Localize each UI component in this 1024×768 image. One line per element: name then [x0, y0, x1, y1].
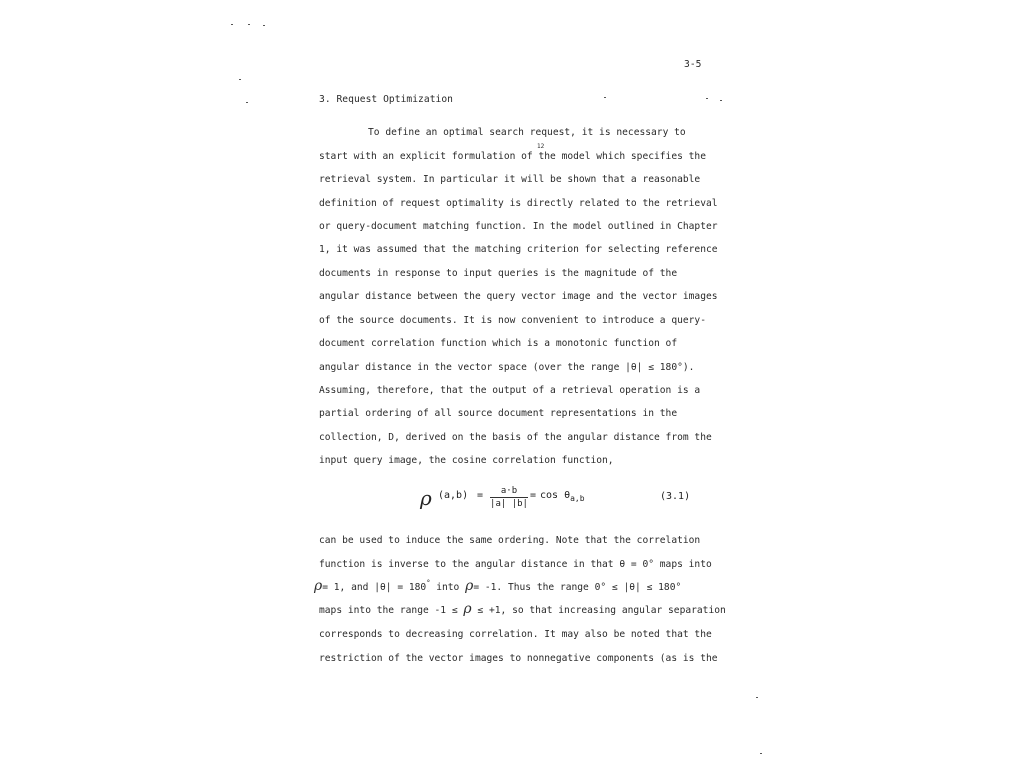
text-run: maps into the range -1 ≤	[319, 605, 464, 616]
text-run: ≤ +1, so that increasing angular separation	[471, 605, 726, 616]
inline-rho: ρ	[314, 578, 323, 594]
paragraph-1-line: documents in response to input queries is the magnitude of the	[319, 268, 678, 279]
paragraph-2-line: restriction of the vector images to nonnegative components (as is the	[319, 653, 718, 664]
paragraph-2-line: corresponds to decreasing correlation. It may also be noted that the	[319, 629, 712, 640]
text-run: = 1, and |θ| = 180	[322, 582, 427, 593]
paragraph-1-line: document correlation function which is a monotonic function of	[319, 338, 678, 349]
footnote-mark: 12	[537, 143, 545, 150]
scan-speck	[756, 697, 758, 698]
formula-args: (a,b)	[438, 490, 469, 501]
inline-rho: ρ	[465, 578, 474, 594]
formula-cos-text: cos θ	[540, 490, 571, 501]
paragraph-1-line: of the source documents. It is now convenient to introduce a query-	[319, 315, 706, 326]
text-run: = -1. Thus the range 0° ≤ |θ| ≤ 180°	[473, 582, 682, 593]
scan-speck	[720, 100, 722, 101]
formula-numerator: a·b	[490, 486, 528, 498]
formula-denominator: |a| |b|	[490, 499, 528, 509]
paragraph-1-line: start with an explicit formulation of the model which specifies the	[319, 151, 706, 162]
scan-speck	[706, 98, 708, 99]
paragraph-1-line: definition of request optimality is directly related to the retrieval	[319, 198, 718, 209]
scan-speck	[263, 25, 265, 26]
equation-number: (3.1)	[660, 491, 691, 502]
paragraph-1-line: 1, it was assumed that the matching criterion for selecting reference	[319, 244, 718, 255]
scan-speck	[246, 102, 248, 103]
paragraph-1-line: input query image, the cosine correlation function,	[319, 455, 614, 466]
scan-speck	[248, 24, 250, 25]
paragraph-1-line: Assuming, therefore, that the output of a retrieval operation is a	[319, 385, 701, 396]
paragraph-1-line: collection, D, derived on the basis of the angular distance from the	[319, 432, 712, 443]
inline-rho: ρ	[463, 601, 472, 617]
paragraph-1-line: or query-document matching function. In the model outlined in Chapter	[319, 221, 718, 232]
paragraph-1-line: retrieval system. In particular it will be shown that a reasonable	[319, 174, 701, 185]
formula-equals: =	[477, 490, 484, 501]
paragraph-1-line: partial ordering of all source document representations in the	[319, 408, 678, 419]
formula-rho: ρ	[420, 486, 432, 510]
scan-speck	[604, 97, 606, 98]
paragraph-2-line: function is inverse to the angular distance in that θ = 0° maps into	[319, 559, 712, 570]
formula-cosine	[540, 490, 585, 501]
paragraph-1-line: angular distance in the vector space (over the range |θ| ≤ 180°).	[319, 362, 695, 373]
paragraph-2-line-mixed	[319, 601, 726, 617]
section-heading: 3. Request Optimization	[319, 94, 453, 105]
scan-speck	[239, 79, 241, 80]
formula-subscript: a,b	[570, 494, 585, 503]
scan-speck	[231, 24, 233, 25]
scan-speck	[760, 753, 762, 754]
degree-mark: °	[426, 579, 431, 587]
formula-equals: =	[530, 490, 537, 501]
formula-fraction	[490, 486, 528, 509]
paragraph-2-line: can be used to induce the same ordering. Note that the correlation	[319, 535, 701, 546]
paragraph-2-line-mixed	[314, 578, 681, 594]
paragraph-1-line: To define an optimal search request, it is necessary to	[368, 127, 686, 138]
page-number: 3-5	[684, 59, 702, 70]
text-run: into	[430, 582, 466, 593]
paragraph-1-line: angular distance between the query vector image and the vector images	[319, 291, 718, 302]
